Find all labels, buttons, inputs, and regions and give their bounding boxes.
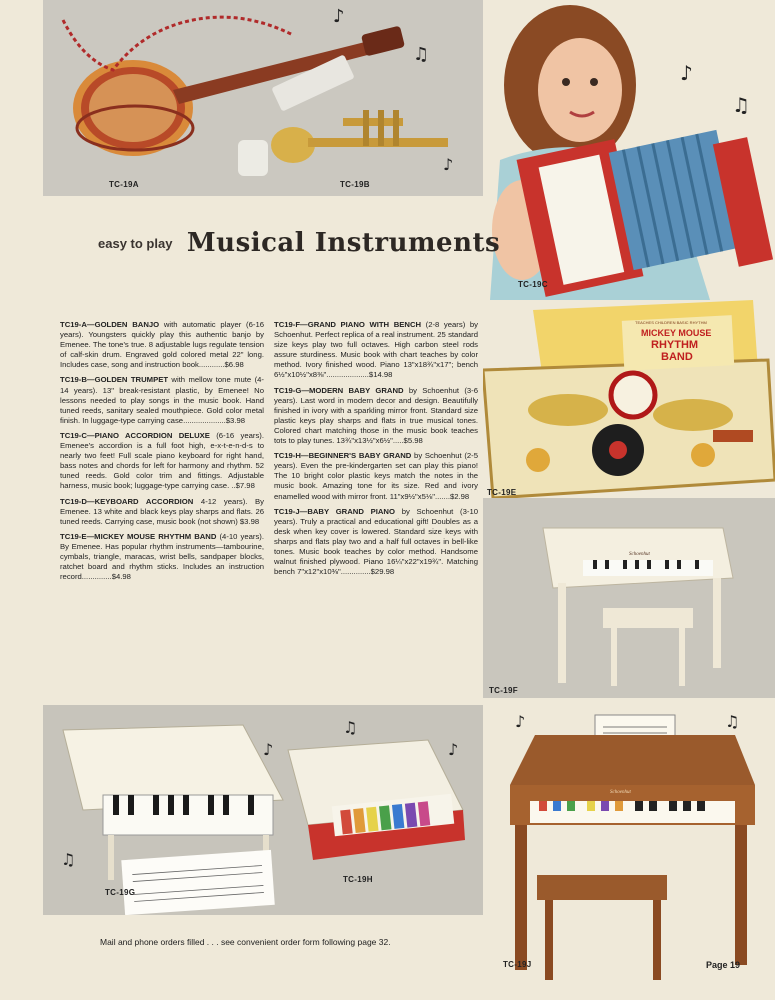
svg-text:♫: ♫ (61, 850, 76, 869)
product-desc-trumpet: TC19-B—GOLDEN TRUMPET with mellow tone mute (4-14 years). 13" break-resistant plastic, by Emenee! No lessons needed to play songs in the music book. Hand tuned reeds, sanitary sealed mouthpiece. Gold color metal finish. In luggage-type carrying case....................$3.98 (60, 375, 264, 425)
small-pianos-photo (43, 705, 483, 915)
svg-text:♫: ♫ (725, 712, 740, 731)
heading-tagline: easy to play (98, 236, 173, 251)
svg-text:♪: ♪ (515, 712, 526, 731)
page-heading (98, 228, 500, 258)
rhythm-band-illustration (483, 300, 775, 498)
banjo-trumpet-photo (43, 0, 483, 196)
product-desc-beginners-baby-grand: TC19-H—BEGINNER'S BABY GRAND by Schoenhut (2-5 years). Even the pre-kindergarten set can play this piano! The 10 bright color plastic keys match the notes in the music book. Amazing tone for its size. Red and ivory enamelled wood with mirror front. 11"x9½"x5⅛".......$2.98 (274, 451, 478, 501)
caption-piano-white: TC-19G (105, 888, 136, 897)
walnut-grand-brand: Schoenhut (610, 790, 631, 795)
baby-grand-brand: Schoenhut (629, 552, 650, 557)
rhythm-band-photo (483, 300, 775, 498)
svg-text:♪: ♪ (263, 740, 274, 759)
banjo-trumpet-illustration (43, 0, 483, 196)
walnut-grand-illustration (495, 705, 775, 985)
left-text-column (60, 320, 264, 587)
svg-text:♪: ♪ (333, 6, 345, 27)
caption-banjo: TC-19A (109, 180, 139, 189)
product-desc-modern-baby-grand: TC19-G—MODERN BABY GRAND by Schoenhut (3-6 years). Last word in modern decor and design. Beautifully finished in ivory with a sparkling mirror front. Standard size plastic keys play sharps and flats in true musical tones. Colored chart matching those in the music book teaches tots to play tunes. 13¾"x13½"x6½".....$5.98 (274, 385, 478, 446)
right-text-column (274, 320, 478, 582)
caption-accordion: TC-19C (518, 280, 548, 289)
small-pianos-illustration (43, 705, 483, 915)
svg-text:♪: ♪ (680, 61, 693, 85)
svg-text:♫: ♫ (413, 44, 430, 65)
page-number: Page 19 (706, 960, 741, 970)
svg-text:♪: ♪ (448, 740, 459, 759)
caption-grand-bench: TC-19J (503, 960, 532, 969)
caption-rhythm-band: TC-19E (487, 488, 517, 497)
svg-text:♪: ♪ (443, 155, 454, 174)
rhythm-box-top-text: TEACHES CHILDREN BASIC RHYTHM (635, 320, 707, 325)
product-desc-accordion: TC19-C—PIANO ACCORDION DELUXE (6-16 years). Emenee's accordion is a full foot high, e-x-t-e-n-d-s to nearly two feet! Full scale piano keyboard for right hand, bass notes and chords for left for harmony and rhythm. 52 tuned reeds. Gold color trim and fittings. Adjustable harness, music book; luggage-type carrying case. ..$7.98 (60, 430, 264, 491)
rhythm-box-line2: RHYTHM (651, 339, 699, 351)
caption-trumpet: TC-19B (340, 180, 370, 189)
baby-grand-illustration (483, 498, 775, 698)
product-desc-keyboard-accordion: TC19-D—KEYBOARD ACCORDION 4-12 years). By Emenee. 13 white and black keys play sharps and flats. 26 tuned reeds. Carrying case, music book (not shown) $3.98 (60, 496, 264, 526)
svg-text:♫: ♫ (732, 93, 750, 117)
walnut-grand-photo (495, 705, 775, 985)
accordion-photo (470, 0, 775, 300)
product-desc-baby-grand-piano: TC19-J—BABY GRAND PIANO by Schoenhut (3-10 years). Truly a practical and educational gift! Doubles as a desk when key cover is lowered. Standard size keys with sharps and flats play two and a half full octaves in bell-like tones. Music book teaches by color method. Handsome walnut finished plywood. Piano 16¼"x22"x19¾". Matching bench 7"x12"x10⅜"..............$29.98 (274, 506, 478, 577)
product-desc-grand-bench: TC19-F—GRAND PIANO WITH BENCH (2-8 years) by Schoenhut. Perfect replica of a real instrument. 25 standard size keys play two full octaves. High carbon steel rods assure sturdiness. Music book with chart teaches by color method. Ivory finished wood. Piano 13"x18¾"x17"; bench 6½"x10½"x8⅜"....................$14.98 (274, 320, 478, 380)
caption-piano-red: TC-19H (343, 875, 373, 884)
rhythm-box-line1: MICKEY MOUSE (641, 328, 712, 338)
product-desc-banjo: TC19-A—GOLDEN BANJO with automatic player (6-16 years). Youngsters quickly play this authentic banjo by Emenee. The tone's true. 8 adjustable lugs regulate tension of calf-skin drum. Engraved gold colored metal 22" long. Includes case, song and instruction book............$6.98 (60, 320, 264, 370)
girl-accordion-illustration (470, 0, 775, 300)
rhythm-box-line3: BAND (661, 351, 693, 363)
caption-baby-grand: TC-19F (489, 686, 518, 695)
product-desc-rhythm-band: TC19-E—MICKEY MOUSE RHYTHM BAND (4-10 years). By Emenee. Has popular rhythm instruments—tambourine, cymbals, triangle, maracas, wrist bells, sandpaper blocks, ratchet board and rhythm sticks. Includes an instruction record..............$4.98 (60, 531, 264, 582)
order-footer-note: Mail and phone orders filled . . . see convenient order form following page 32. (100, 937, 391, 947)
heading-title: Musical Instruments (186, 228, 501, 258)
svg-text:♫: ♫ (343, 718, 358, 737)
baby-grand-photo (483, 498, 775, 698)
